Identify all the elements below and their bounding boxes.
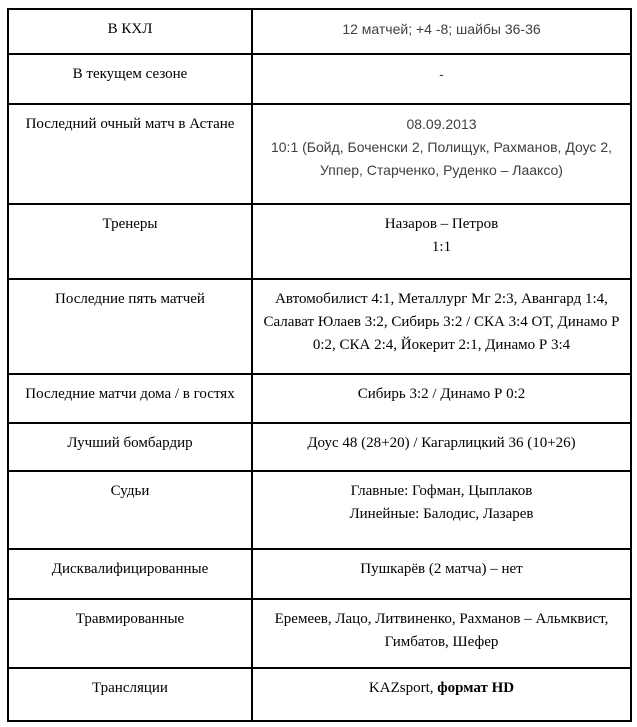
row-value [252, 9, 631, 54]
value-line: Еремеев, Лацо, Литвиненко, Рахманов – Альмквист, Гимбатов, Шефер [274, 611, 609, 650]
row-last-head-to-head-astana [8, 104, 631, 204]
broadcast-channel: KAZsport, [368, 680, 438, 696]
row-value [252, 54, 631, 104]
row-label: Травмированные [8, 599, 252, 668]
value-line: 1:1 [431, 239, 452, 255]
value-line: 08.09.2013 [406, 116, 477, 132]
row-label: Трансляции [8, 668, 252, 721]
row-value [252, 549, 631, 599]
row-disqualified [8, 549, 631, 599]
row-current-season [8, 54, 631, 104]
row-coaches [8, 204, 631, 279]
value-line: Линейные: Балодис, Лазарев [349, 506, 534, 522]
row-value [252, 279, 631, 374]
row-value [252, 471, 631, 549]
value-line: - [439, 66, 444, 82]
row-injured [8, 599, 631, 668]
row-label: В текущем сезоне [8, 54, 252, 104]
row-label: Последний очный матч в Астане [8, 104, 252, 204]
matchup-stats-table [7, 8, 632, 722]
row-last-home-away-matches [8, 374, 631, 423]
row-value [252, 599, 631, 668]
broadcast-format: формат HD [437, 680, 515, 696]
value-line: Главные: Гофман, Цыплаков [350, 483, 533, 499]
row-label: Последние пять матчей [8, 279, 252, 374]
row-referees [8, 471, 631, 549]
row-top-scorer [8, 423, 631, 471]
row-label: Дисквалифицированные [8, 549, 252, 599]
row-label: В КХЛ [8, 9, 252, 54]
row-last-five-matches [8, 279, 631, 374]
row-value [252, 668, 631, 721]
value-line: 10:1 (Бойд, Боченски 2, Полищук, Рахманов, Доус 2, Уппер, Старченко, Руденко – Лааксо) [270, 139, 612, 178]
value-line: Автомобилист 4:1, Металлург Мг 2:3, Авангард 1:4, Салават Юлаев 3:2, Сибирь 3:2 / СКА 3:4 ОТ, Динамо Р 0:2, СКА 2:4, Йокерит 2:1, Динамо Р 3:4 [263, 291, 620, 353]
row-value [252, 374, 631, 423]
value-line: 12 матчей; +4 -8; шайбы 36-36 [342, 21, 541, 37]
row-label: Судьи [8, 471, 252, 549]
row-value [252, 204, 631, 279]
row-broadcasts [8, 668, 631, 721]
value-line: Пушкарёв (2 матча) – нет [360, 561, 523, 577]
row-in-khl [8, 9, 631, 54]
row-value [252, 423, 631, 471]
value-line: Сибирь 3:2 / Динамо Р 0:2 [357, 386, 526, 402]
row-label: Тренеры [8, 204, 252, 279]
row-label: Лучший бомбардир [8, 423, 252, 471]
value-line: Доус 48 (28+20) / Кагарлицкий 36 (10+26) [307, 435, 576, 451]
row-value [252, 104, 631, 204]
value-line [263, 677, 620, 700]
row-label: Последние матчи дома / в гостях [8, 374, 252, 423]
value-line: Назаров – Петров [384, 216, 499, 232]
